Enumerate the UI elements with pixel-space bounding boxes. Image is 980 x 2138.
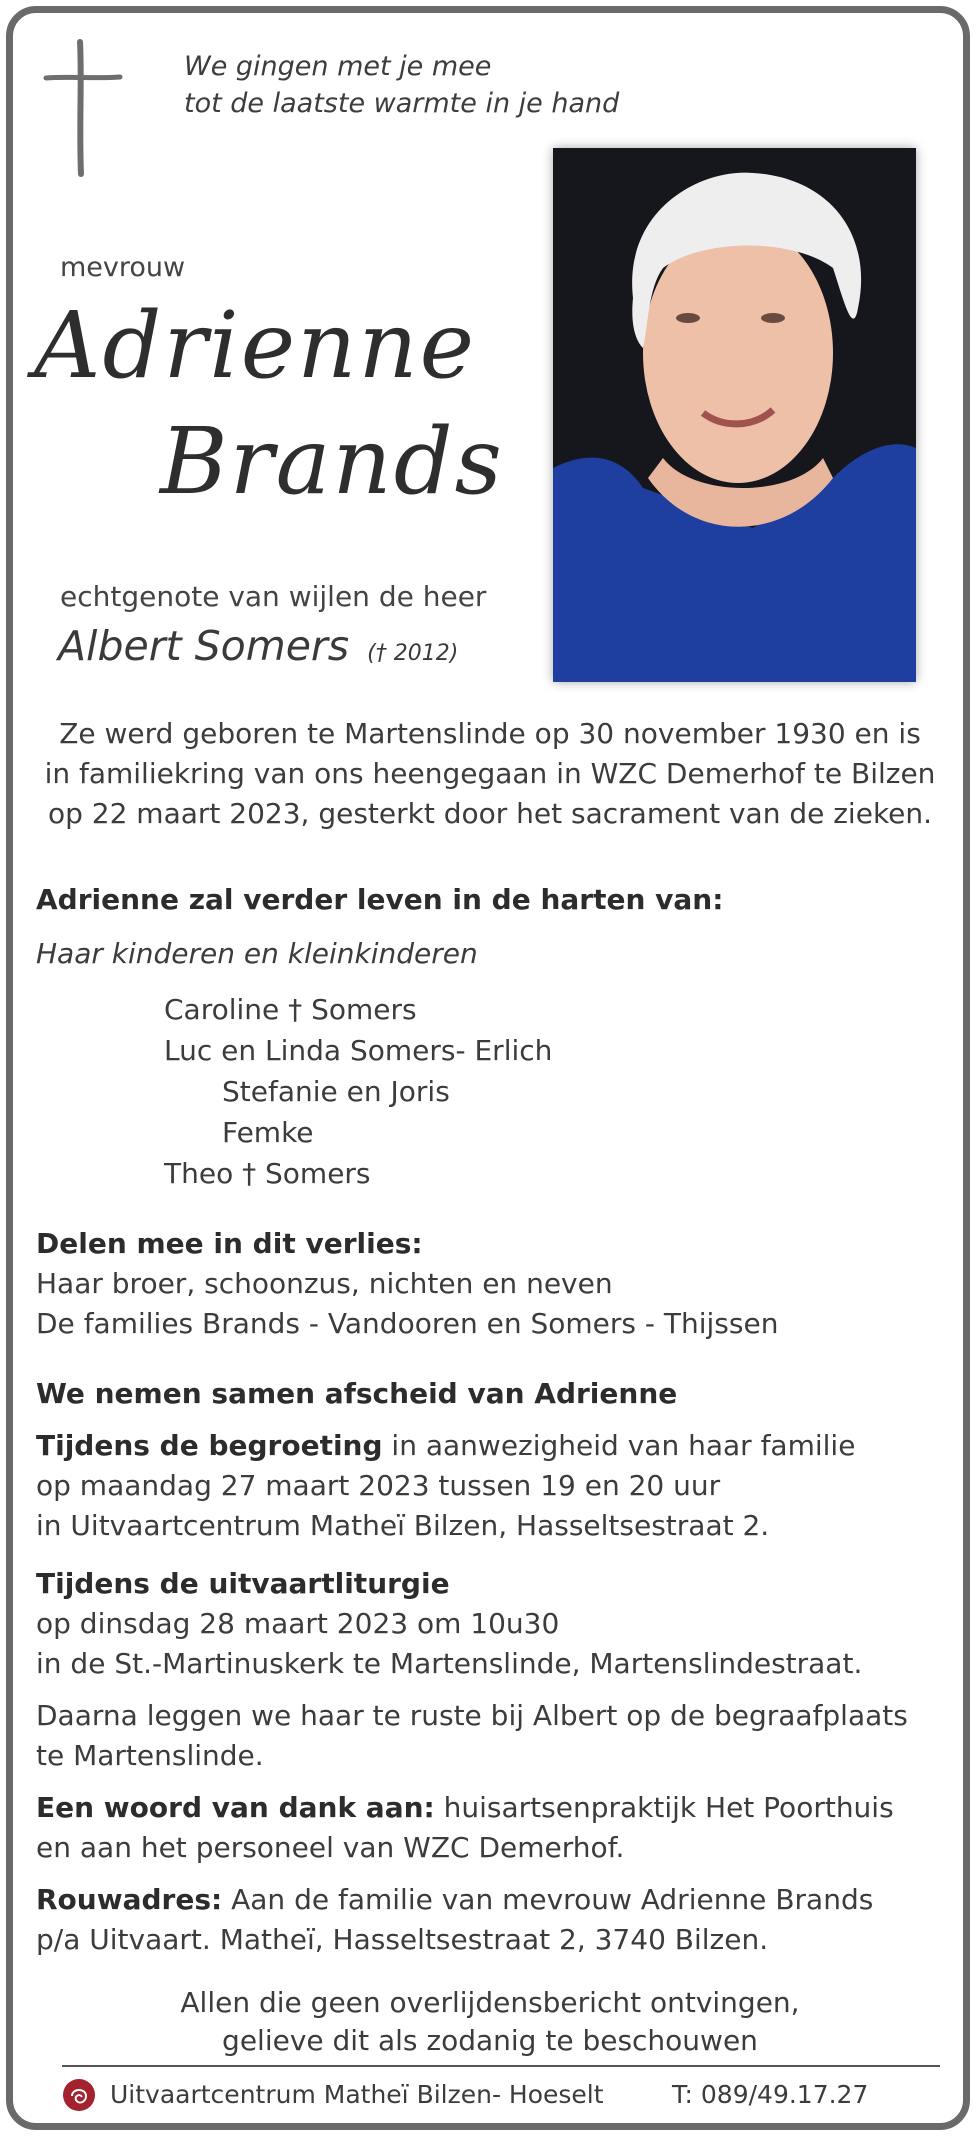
burial-section bbox=[36, 1696, 908, 1776]
spouse-intro: echtgenote van wijlen de heer bbox=[60, 580, 487, 613]
closing-line: Allen die geen overlijdensbericht ontvingen, bbox=[180, 1986, 800, 2019]
footer-company: Uitvaartcentrum Matheï Bilzen- Hoeselt bbox=[110, 2080, 604, 2109]
thanks-section bbox=[36, 1788, 894, 1868]
children-heading: Haar kinderen en kleinkinderen bbox=[36, 937, 478, 970]
address-text: Aan de familie van mevrouw Adrienne Brands bbox=[222, 1883, 874, 1916]
closing-line: gelieve dit als zodanig te beschouwen bbox=[222, 2024, 758, 2057]
address-heading: Rouwadres: bbox=[36, 1883, 223, 1916]
address-section bbox=[36, 1880, 873, 1960]
deceased-last-name: Brands bbox=[160, 408, 504, 515]
intro-line: in familiekring van ons heengegaan in WZC Demerhof te Bilzen bbox=[44, 757, 936, 790]
grandchild: Femke bbox=[222, 1116, 314, 1149]
spouse-name: Albert Somers bbox=[58, 622, 350, 670]
liturgy-line: op dinsdag 28 maart 2023 om 10u30 bbox=[36, 1607, 560, 1640]
hearts-heading: Adrienne zal verder leven in de harten van: bbox=[36, 883, 724, 916]
grandchild: Stefanie en Joris bbox=[222, 1075, 450, 1108]
greeting-text: in aanwezigheid van haar familie bbox=[382, 1429, 856, 1462]
spouse-line bbox=[58, 622, 458, 670]
family-member: Luc en Linda Somers- Erlich bbox=[164, 1034, 553, 1067]
share-line: De families Brands - Vandooren en Somers - Thijssen bbox=[36, 1307, 779, 1340]
quote-line-2: tot de laatste warmte in je hand bbox=[184, 88, 620, 119]
rose-logo-icon bbox=[62, 2078, 96, 2112]
cross-icon bbox=[42, 38, 124, 178]
burial-line: te Martenslinde. bbox=[36, 1739, 264, 1772]
thanks-text: huisartsenpraktijk Het Poorthuis bbox=[434, 1791, 894, 1824]
share-heading: Delen mee in dit verlies: bbox=[36, 1227, 423, 1260]
intro-line: op 22 maart 2023, gesterkt door het sacrament van de zieken. bbox=[47, 797, 933, 830]
deceased-first-name: Adrienne bbox=[34, 292, 477, 399]
honorific: mevrouw bbox=[60, 252, 186, 283]
intro-line: Ze werd geboren te Martenslinde op 30 november 1930 en is bbox=[59, 717, 921, 750]
thanks-line: en aan het personeel van WZC Demerhof. bbox=[36, 1831, 625, 1864]
intro-paragraph bbox=[40, 714, 940, 834]
greeting-line: in Uitvaartcentrum Matheï Bilzen, Hasseltsestraat 2. bbox=[36, 1509, 770, 1542]
share-line: Haar broer, schoonzus, nichten en neven bbox=[36, 1267, 613, 1300]
liturgy-line: in de St.-Martinuskerk te Martenslinde, Martenslindestraat. bbox=[36, 1647, 863, 1680]
share-section bbox=[36, 1224, 778, 1344]
address-line: p/a Uitvaart. Matheï, Hasseltsestraat 2, 3740 Bilzen. bbox=[36, 1923, 769, 1956]
memorial-quote bbox=[184, 48, 619, 122]
portrait-photo bbox=[553, 148, 916, 682]
greeting-line: op maandag 27 maart 2023 tussen 19 en 20 uur bbox=[36, 1469, 721, 1502]
liturgy-heading: Tijdens de uitvaartliturgie bbox=[36, 1567, 450, 1600]
footer-divider bbox=[62, 2065, 940, 2067]
family-member: Theo † Somers bbox=[164, 1157, 371, 1190]
liturgy-section bbox=[36, 1564, 862, 1684]
farewell-heading: We nemen samen afscheid van Adrienne bbox=[36, 1377, 678, 1410]
closing-note bbox=[40, 1984, 940, 2060]
portrait-illustration bbox=[553, 148, 916, 682]
thanks-heading: Een woord van dank aan: bbox=[36, 1791, 435, 1824]
quote-line-1: We gingen met je mee bbox=[184, 51, 492, 82]
spouse-year: († 2012) bbox=[367, 641, 459, 666]
greeting-section bbox=[36, 1426, 855, 1546]
family-member: Caroline † Somers bbox=[164, 993, 417, 1026]
footer-phone: T: 089/49.17.27 bbox=[672, 2080, 869, 2109]
greeting-heading: Tijdens de begroeting bbox=[36, 1429, 383, 1462]
burial-line: Daarna leggen we haar te ruste bij Albert op de begraafplaats bbox=[36, 1699, 908, 1732]
